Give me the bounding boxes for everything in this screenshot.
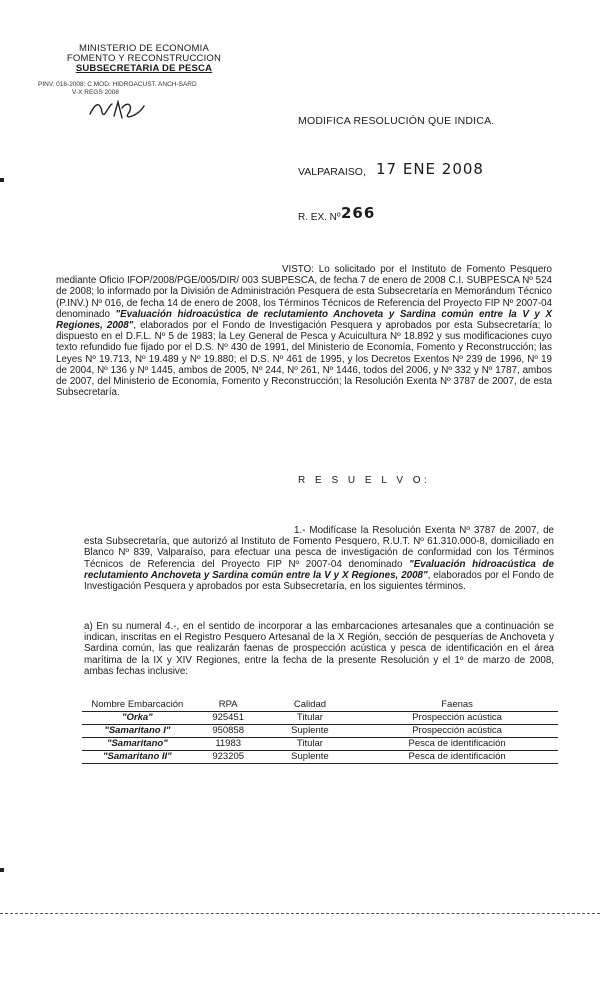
vessel-faenas: Pesca de identificación (356, 751, 558, 764)
resolution-number: 266 (341, 204, 376, 222)
point-a-paragraph: a) En su numeral 4.-, en el sentido de incorporar a las embarcaciones artesanales que a continuación se indican, inscritas en el Registro Pesquero Artesanal de la X Región, sección de pesquerías de Anchoveta y Sardina común, las que realizarán faenas de prospección acústica y pesca de identificación en el área marítima de la IX y XIV Regiones, entre la fecha de la presente Resolución y el 1º de marzo de 2008, ambas fechas inclusive: (84, 621, 554, 677)
point-1-project-title: "Evaluación hidroacústica de reclutamiento Anchoveta y Sardina común entre la V y X Regiones, 2008" (84, 558, 554, 581)
table-row (82, 751, 558, 764)
point-1-paragraph (84, 525, 554, 592)
resolution-subject: MODIFICA RESOLUCIÓN QUE INDICA. (298, 115, 495, 127)
table-row (82, 738, 558, 751)
scan-mark (0, 178, 4, 182)
vessel-faenas: Prospección acústica (356, 712, 558, 725)
scan-mark (0, 868, 4, 872)
table-row (82, 712, 558, 725)
vessel-faenas: Pesca de identificación (356, 738, 558, 751)
initials-signature (88, 96, 148, 124)
vessel-rpa: 923205 (193, 751, 264, 764)
vessel-name: "Samaritano I" (82, 725, 193, 738)
vessel-faenas: Prospección acústica (356, 725, 558, 738)
visto-paragraph (56, 264, 552, 398)
table-row (82, 725, 558, 738)
vessel-calidad: Titular (264, 738, 357, 751)
vessel-rpa: 950858 (193, 725, 264, 738)
visto-text-end: , elaborados por el Fondo de Investigación Pesquera y aprobados por esta Subsecretaría; lo dispuesto en el D.F.L. Nº 5 de 1983; la Ley General de Pesca y Acuicultura Nº 18.892 y sus modificaciones cuyo texto refundido fue fijado por el D.S. Nº 430 de 1991, del Ministerio de Economía, Fomento y Reconstrucción; las Leyes Nº 19.713, Nº 19.489 y Nº 19.880; el D.S. Nº 461 de 1995, y los Decretos Exentos Nº 239 de 1996, Nº 19 de 2004, Nº 136 y Nº 1445, ambos de 2005, Nº 244, Nº 261, Nº 1446, todos del 2006, y Nº 332 y Nº 1787, ambos de 2007, del Ministerio de Economía, Fomento y Reconstrucción; la Resolución Exenta Nº 3787 de 2007, de esta Subsecretaría. (56, 320, 552, 399)
ministry-header (44, 44, 244, 74)
visto-text-start: VISTO: Lo solicitado por el Instituto de Fomento Pesquero mediante Oficio IFOP/2008/PGE/005/DIR/ 003 SUBPESCA, de fecha 7 de enero de 2008 C.I. SUBPESCA Nº 524 de 2008; lo informado por la División de Administración Pesquera de esta Subsecretaría en Memorándum Técnico (P.INV.) Nº 016, de fecha 14 de enero de 2008, los Términos Técnicos de Referencia del Proyecto FIP Nº 2007-04 denominado (56, 264, 552, 320)
vessel-calidad: Titular (264, 712, 357, 725)
vessel-name: "Samaritano II" (82, 751, 193, 764)
date-stamp: 17 ENE 2008 (376, 160, 484, 178)
file-reference-regions: V-X REGS 2008 (72, 89, 119, 96)
scan-fold-line (0, 913, 600, 914)
vessel-calidad: Suplente (264, 751, 357, 764)
vessel-rpa: 11983 (193, 738, 264, 751)
subsecretaria-name: SUBSECRETARIA DE PESCA (75, 63, 213, 74)
column-header-calidad: Calidad (264, 699, 357, 712)
resolution-label: R. EX. Nº (298, 212, 341, 223)
vessel-rpa: 925451 (193, 712, 264, 725)
resuelvo-heading: R E S U E L V O: (298, 475, 431, 486)
point-1-text-start: 1.- Modifícase la Resolución Exenta Nº 3787 de 2007, de esta Subsecretaría, que autorizó al Instituto de Fomento Pesquero, R.U.T. Nº 61.310.000-8, domiciliado en Blanco Nº 839, Valparaíso, para efectuar una pesca de investigación de conformidad con los Términos Técnicos de Referencia del Proyecto FIP Nº 2007-04 denominado (84, 525, 554, 570)
vessel-calidad: Suplente (264, 725, 357, 738)
place-city: VALPARAISO, (298, 166, 366, 178)
ministry-name-line: MINISTERIO DE ECONOMIA (78, 43, 210, 54)
visto-project-title: "Evaluación hidroacústica de reclutamiento Anchoveta y Sardina común entre la V y X Regiones, 2008" (56, 308, 552, 332)
file-reference: PINV. 016-2008; C MOD. HIDROACUST. ANCH-SARD (38, 81, 197, 88)
vessel-name: "Samaritano" (82, 738, 193, 751)
vessels-table (82, 699, 558, 764)
ministry-name-line-2: FOMENTO Y RECONSTRUCCION (66, 53, 222, 64)
point-1-text-end: , elaborados por el Fondo de Investigación Pesquera y aprobados por esta Subsecretaría, en los siguientes términos. (84, 569, 554, 593)
table-header-row (82, 699, 558, 712)
column-header-vessel: Nombre Embarcación (82, 699, 193, 712)
column-header-rpa: RPA (193, 699, 264, 712)
column-header-faenas: Faenas (356, 699, 558, 712)
vessel-name: "Orka" (82, 712, 193, 725)
